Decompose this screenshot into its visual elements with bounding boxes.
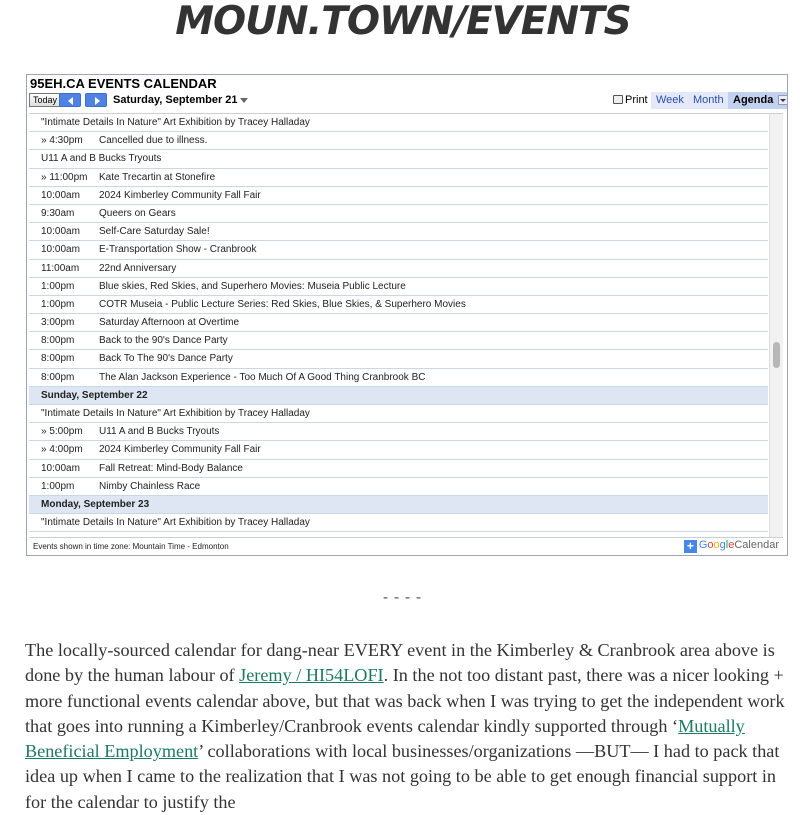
google-calendar-logo[interactable]: + GoogleCalendar [684,537,779,554]
agenda-event-row[interactable] [29,223,768,241]
agenda-event-row[interactable] [29,423,768,441]
day-header-label: Monday, September 23 [41,498,150,510]
event-time: 1:00pm [41,298,75,310]
agenda-event-row[interactable] [29,314,768,332]
agenda-list [29,114,768,532]
event-title[interactable]: "Intimate Details In Nature" Art Exhibition by Tracey Halladay [41,117,310,128]
event-time: » 4:30pm [41,135,83,147]
article-paragraph [25,638,785,815]
event-title[interactable]: 2024 Kimberley Community Fall Fair [99,189,261,201]
agenda-event-row[interactable] [29,460,768,478]
tab-week[interactable]: Week [651,92,689,109]
print-label: Print [625,94,648,106]
article-text-2: . In the not too distant past, there was a nicer looking + more functional events calendar above, but that was back when I was trying to get the independent work that goes into running a Kimberley/Cranbrook events calendar kindly supported through ‘ [25,665,785,736]
event-time: 10:00am [41,226,80,238]
jeremy-link[interactable]: Jeremy / HI54LOFI [239,665,384,686]
timezone-note: Events shown in time zone: Mountain Time - Edmonton [33,542,229,551]
agenda-scrollbar[interactable] [769,114,783,537]
event-time: 11:00am [41,262,80,274]
event-title[interactable]: Fall Retreat: Mind-Body Balance [99,462,243,474]
event-time: » 4:00pm [41,444,83,456]
agenda-event-row[interactable] [29,114,768,132]
event-title[interactable]: U11 A and B Bucks Tryouts [99,426,220,438]
event-time: 10:00am [41,462,80,474]
printer-icon [613,95,623,104]
agenda-event-row[interactable] [29,514,768,532]
calendar-toolbar [29,92,783,109]
event-title[interactable]: "Intimate Details In Nature" Art Exhibition by Tracey Halladay [41,408,310,419]
agenda-event-row[interactable] [29,478,768,496]
tab-agenda[interactable] [728,92,788,109]
agenda-event-row[interactable] [29,169,768,187]
day-header-label: Sunday, September 22 [41,389,148,401]
add-to-google-calendar-icon[interactable]: + [684,540,697,553]
agenda-event-row[interactable] [29,441,768,459]
agenda-event-row[interactable] [29,260,768,278]
event-time: 8:00pm [41,371,75,383]
event-title[interactable]: Back to the 90's Dance Party [99,335,228,347]
mutually-beneficial-employment-link[interactable]: Mutually Beneficial Employment [25,715,745,762]
event-time: 1:00pm [41,480,75,492]
tab-agenda-label: Agenda [733,94,774,106]
event-title[interactable]: Back To The 90's Dance Party [99,353,233,365]
article-text-1: The locally-sourced calendar for dang-near EVERY event in the Kimberley & Cranbrook area above is done by the human labour of [25,640,775,686]
event-title[interactable]: Self-Care Saturday Sale! [99,226,210,238]
print-button[interactable] [613,92,648,108]
agenda-event-row[interactable] [29,405,768,423]
calendar-footer [29,537,783,554]
agenda-day-header [29,387,768,405]
event-title[interactable]: U11 A and B Bucks Tryouts [41,153,162,165]
site-title[interactable]: MOUN.TOWN/EVENTS [175,0,631,44]
agenda-event-row[interactable] [29,150,768,168]
event-title[interactable]: Saturday Afternoon at Overtime [99,317,240,329]
agenda-event-row[interactable] [29,241,768,259]
events-calendar-widget [26,74,788,556]
agenda-dropdown-icon[interactable] [778,95,788,105]
event-time: » 11:00pm [41,171,88,183]
calendar-title: 95EH.CA EVENTS CALENDAR [30,76,217,91]
section-divider: ---- [380,588,426,606]
event-time: 10:00am [41,189,80,201]
event-time: 3:00pm [41,317,75,329]
agenda-event-row[interactable] [29,205,768,223]
event-time: 1:00pm [41,280,75,292]
agenda-event-row[interactable] [29,296,768,314]
article-text-3: ’ collaborations with local businesses/organizations —BUT— I had to pack that idea up when I came to the realization that I was not going to be able to get enough financial support in for the calendar to justify the [25,741,780,812]
agenda-event-row[interactable] [29,332,768,350]
event-title[interactable]: COTR Museia - Public Lecture Series: Red Skies, Blue Skies, & Superhero Movies [99,298,466,310]
event-title[interactable]: E-Transportation Show - Cranbrook [99,244,257,256]
event-title[interactable]: Kate Trecartin at Stonefire [99,171,216,183]
agenda-event-row[interactable] [29,369,768,387]
agenda-event-row[interactable] [29,278,768,296]
event-time: » 5:00pm [41,426,83,438]
date-picker-caret-icon[interactable] [240,98,248,103]
tab-month[interactable]: Month [688,92,729,109]
agenda-list-viewport[interactable] [29,113,783,537]
event-title[interactable]: Cancelled due to illness. [99,135,208,147]
agenda-day-header [29,496,768,514]
event-time: 9:30am [41,207,75,219]
event-title[interactable]: 2024 Kimberley Community Fall Fair [99,444,261,456]
next-arrow-icon[interactable] [85,93,107,107]
scrollbar-thumb[interactable] [773,342,780,368]
event-time: 8:00pm [41,353,75,365]
agenda-event-row[interactable] [29,187,768,205]
event-title[interactable]: Blue skies, Red Skies, and Superhero Movies: Museia Public Lecture [99,280,406,292]
event-title[interactable]: Nimby Chainless Race [99,480,201,492]
previous-arrow-icon[interactable] [59,93,81,107]
agenda-event-row[interactable] [29,350,768,368]
event-title[interactable]: 22nd Anniversary [99,262,177,274]
event-time: 10:00am [41,244,80,256]
agenda-event-row[interactable] [29,132,768,150]
current-date-label[interactable]: Saturday, September 21 [113,94,238,106]
today-button[interactable]: Today [29,93,61,107]
event-time: 8:00pm [41,335,75,347]
event-title[interactable]: Queers on Gears [99,207,176,219]
event-title[interactable]: The Alan Jackson Experience - Too Much Of A Good Thing Cranbrook BC [99,371,426,383]
event-title[interactable]: "Intimate Details In Nature" Art Exhibition by Tracey Halladay [41,517,310,529]
